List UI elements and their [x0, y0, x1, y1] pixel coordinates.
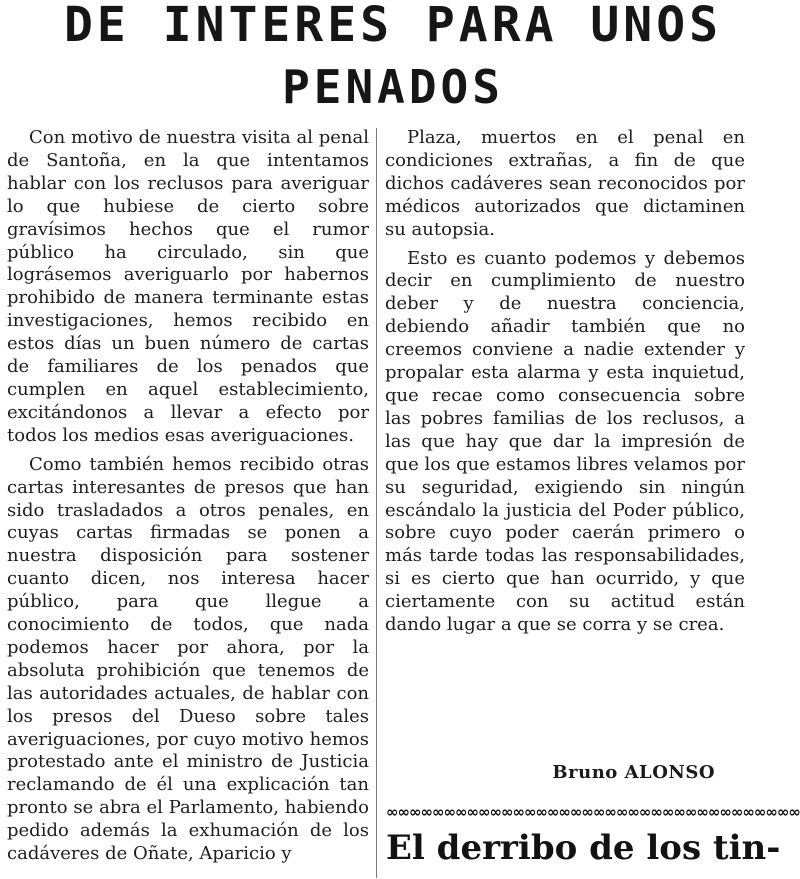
right-paragraph-1: Plaza, muertos en el penal en condiciones extrañas, a fin de que dichos cadáveres sean reconocidos por médicos autorizados que dictaminen su autopsia. — [385, 127, 745, 240]
left-column — [7, 127, 369, 866]
right-paragraph-2: Esto es cuanto podemos y debemos decir en cumplimiento de nuestro deber y de nuestra conciencia, debiendo añadir también que no creemos conviene a nadie extender y propalar esta alarma y esta inquietud, que recae como consecuencia sobre las pobres familias de los reclusos, a las que hay que dar la impresión de que los que estamos libres velamos por su seguridad, exigiendo sin ningún escándalo la justicia del Poder público, sobre cuyo poder caerán primero o más tarde todas las responsabilidades, si es cierto que han ocurrido, y que ciertamente con su actitud están dando lugar a que se corra y se crea. — [385, 247, 745, 636]
headline-line-1: DE INTERES PARA UNOS — [64, 0, 722, 53]
right-column — [385, 127, 745, 637]
headline-line-2: PENADOS — [282, 60, 504, 114]
ornamental-divider: ∞∞∞∞∞∞∞∞∞∞∞∞∞∞∞∞∞∞∞∞∞∞∞∞∞∞∞∞∞∞∞∞∞∞∞∞ — [386, 803, 800, 821]
next-article-title: El derribo de los tin- — [386, 828, 781, 868]
author-signature: Bruno ALONSO — [552, 762, 715, 783]
column-divider — [376, 128, 377, 878]
left-paragraph-2: Como también hemos recibido otras cartas interesantes de presos que han sido trasladados a otros penales, en cuyas cartas firmadas se ponen a nuestra disposición para sostener cuanto dicen, nos interesa hacer público, para que llegue a conocimiento de todos, que nada podemos hacer por ahora, por la absoluta prohibición que tenemos de las autoridades actuales, de hablar con los presos del Dueso sobre tales averiguaciones, por cuyo motivo hemos protestado ante el ministro de Justicia reclamando de él una explicación tan pronto se abra el Parlamento, habiendo pedido además la exhumación de los cadáveres de Oñate, Aparicio y — [7, 453, 369, 865]
left-paragraph-1: Con motivo de nuestra visita al penal de Santoña, en la que intentamos hablar con los reclusos para averiguar lo que hubiese de cierto sobre gravísimos hechos que el rumor público ha circulado, sin que lográsemos averiguarlo por habernos prohibido de manera terminante estas investigaciones, hemos recibido en estos días un buen número de cartas de familiares de los penados que cumplen en aquel establecimiento, excitándonos a llevar a efecto por todos los medios esas averiguaciones. — [7, 127, 369, 446]
